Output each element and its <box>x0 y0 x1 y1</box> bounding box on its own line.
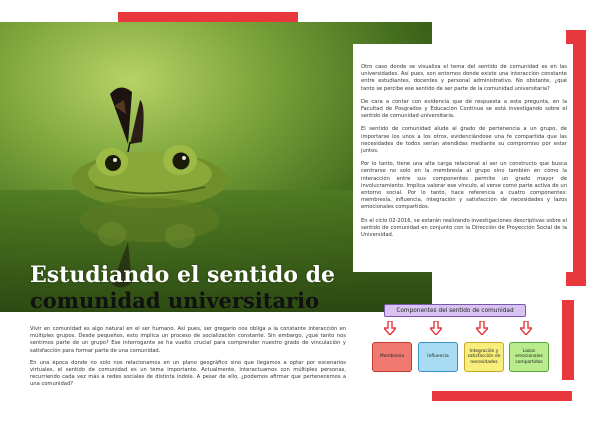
component-box-membresia <box>372 342 412 372</box>
component-label: Integración y satisfacción de necesidades <box>467 348 501 365</box>
headline-line-2: comunidad universitario <box>30 288 320 313</box>
down-arrow-icon <box>430 321 442 335</box>
diagram-accent-strip <box>562 300 574 380</box>
components-diagram <box>372 304 543 378</box>
paragraph: En el ciclo 02-2016, se estarán realizando investigaciones descriptivas sobre el sentido de comunidad en conjunto con la Dirección de Proyección Social de la Universidad. <box>361 217 567 239</box>
down-arrow-icon <box>476 321 488 335</box>
down-arrow-icon <box>520 321 532 335</box>
top-accent-bar <box>118 12 298 22</box>
paragraph: De cara a contar con evidencia que dé respuesta a esta pregunta, en la Facultad de Posgrados y Educación Continua se está investigando sobre el sentido de comunidad universitaria. <box>361 98 567 120</box>
component-box-lazos <box>509 342 549 372</box>
component-label: Lazos emocionales compartidos <box>515 348 543 365</box>
paragraph: El sentido de comunidad alude al grado de pertenencia a un grupo, de importarse los unos a los otros, evidenciándose una fe compartida que las necesidades de todos serían atendidas mediante su compromiso por estar juntos. <box>361 126 567 155</box>
paragraph: En una época donde no solo nos relacionamos en un plano geográfico sino que llegamos a optar por escenarios virtuales, el sentido de comunidad es un tema importante. Actualmente, interactuamos con múltiples personas, recurriendo cada vez más a redes sociales de distinta índole. A pesar de ello, ¿podemos afirmar que pertenecemos a una comunidad? <box>30 359 346 388</box>
component-box-integracion <box>464 342 504 372</box>
component-label: Influencia <box>427 354 449 360</box>
article-headline <box>30 262 390 314</box>
diagram-title: Componentes del sentido de comunidad <box>384 304 526 317</box>
component-label: Membresía <box>379 354 405 360</box>
headline-line-1: Estudiando el sentido de <box>30 262 336 288</box>
article-intro <box>30 326 346 394</box>
paragraph: Por lo tanto, tiene una alta carga relacional al ser un constructo que busca centrarse no solo en la membresía al grupo sino también en cómo la interacción entre sus componentes permite un grado mayor de involucramiento. Implica valorar ese vínculo, al verse como parte activa de un entorno social. Por lo tanto, hace referencia a cuatro componentes: membresía, influencia, integración y satisfacción de necesidades y lazos emocionales compartidos. <box>361 161 567 211</box>
paragraph: Otro caso donde se visualiza el tema del sentido de comunidad es en las universidades. Así pues, son entornos donde existe una interacción constante entre estudiantes, docentes y personal administrativo. No obstante, ¿qué tanto se percibe ese sentido de ser parte de la comunidad universitaria? <box>361 64 567 92</box>
component-box-influencia <box>418 342 458 372</box>
bottom-right-accent-bar <box>432 391 572 401</box>
article-right-column <box>353 44 573 272</box>
paragraph: Vivir en comunidad es algo natural en el ser humano. Así pues, ser gregario nos obliga a la constante interacción en múltiples grupos. Desde pequeños, esto implica un proceso de socialización constante. Sin embargo, ¿qué tanto nos sentimos parte de un grupo? Ese interrogante se ha vuelto crucial para comprender nuestro grado de vinculación y satisfacción para formar parte de una comunidad. <box>30 326 346 354</box>
down-arrow-icon <box>384 321 396 335</box>
